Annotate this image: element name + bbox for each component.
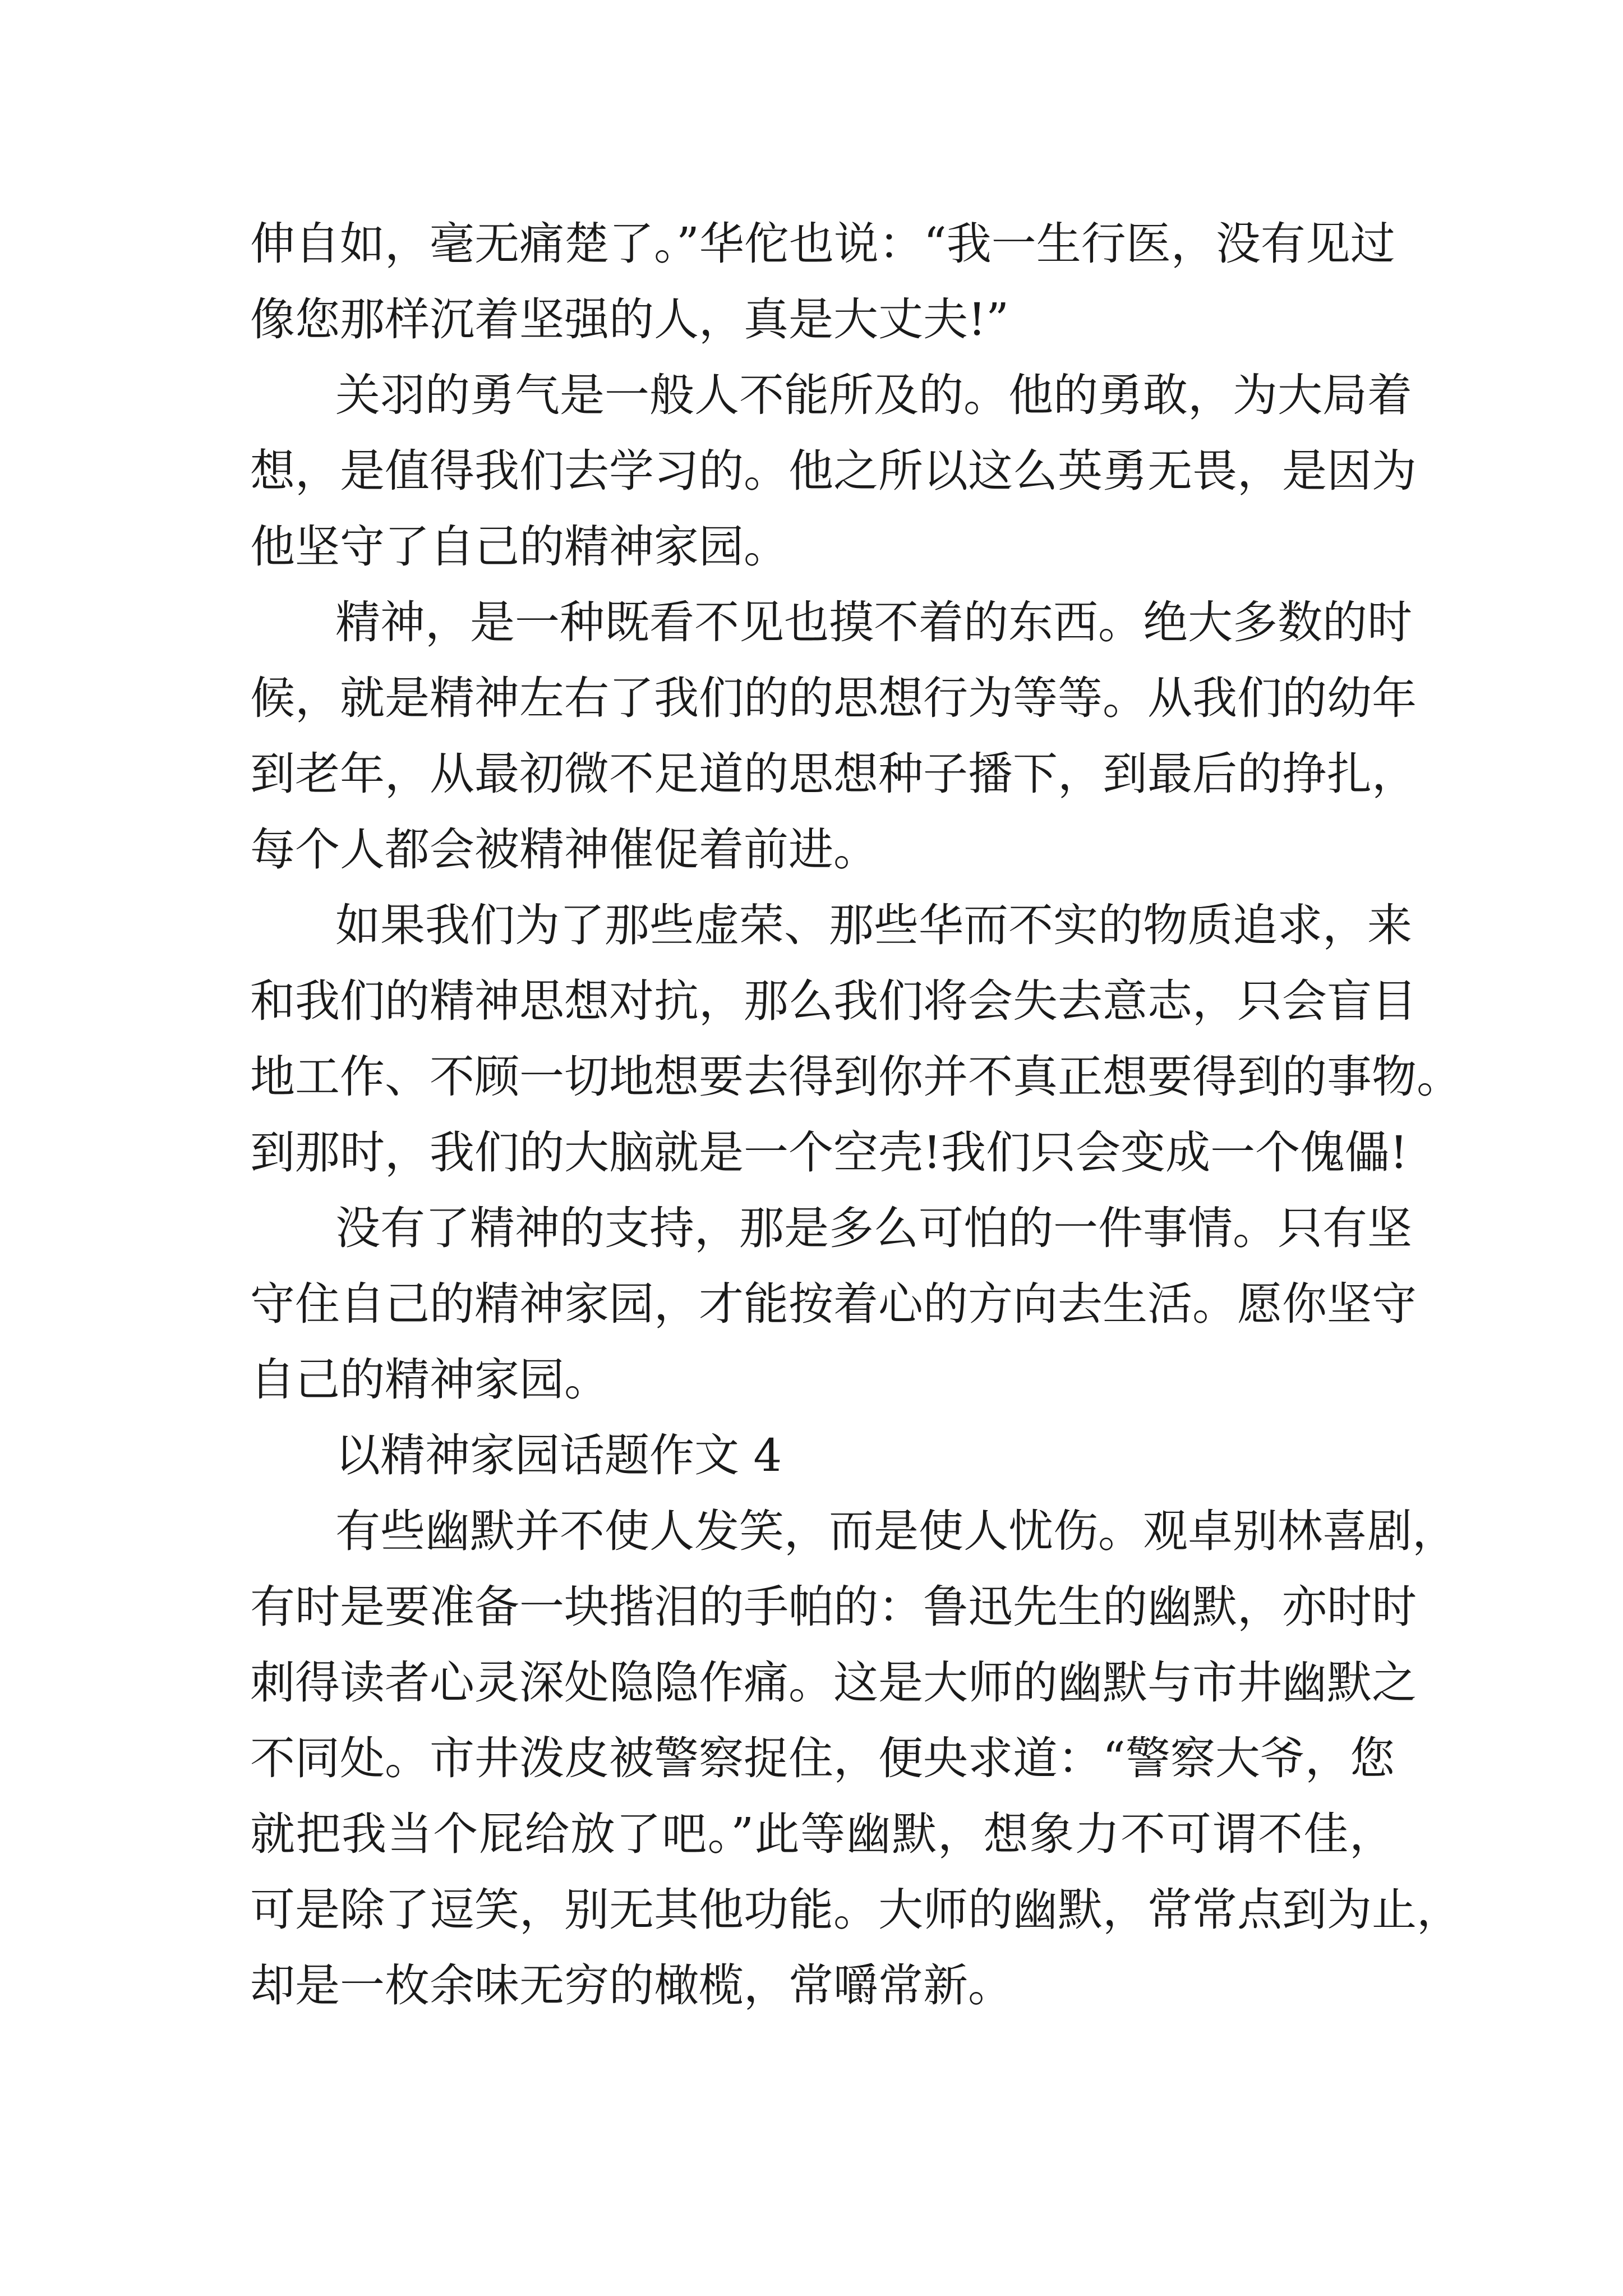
text-line: 刺得读者心灵深处隐隐作痛。这是大师的幽默与市井幽默之 — [250, 1657, 1417, 1709]
text-line: 可是除了逗笑，别无其他功能。大师的幽默，常常点到为止， — [250, 1884, 1461, 1936]
text-line: 到老年，从最初微不足道的思想种子播下，到最后的挣扎， — [250, 748, 1417, 800]
text-line: 像您那样沉着坚强的人，真是大丈夫!” — [250, 293, 1009, 346]
text-line: 伸自如，毫无痛楚了。”华佗也说：“我一生行医，没有见过 — [250, 218, 1395, 270]
text-line: 有时是要准备一块揩泪的手帕的：鲁迅先生的幽默，亦时时 — [250, 1581, 1417, 1633]
text-line: 候，就是精神左右了我们的的思想行为等等。从我们的幼年 — [250, 672, 1417, 724]
text-line: 到那时，我们的大脑就是一个空壳!我们只会变成一个傀儡! — [250, 1126, 1408, 1179]
text-line: 和我们的精神思想对抗，那么我们将会失去意志，只会盲目 — [250, 975, 1417, 1027]
text-line: 每个人都会被精神催促着前进。 — [250, 823, 878, 876]
text-line: 却是一枚余味无穷的橄榄，常嚼常新。 — [250, 1959, 1013, 2012]
text-line: 精神，是一种既看不见也摸不着的东西。绝大多数的时 — [335, 596, 1412, 648]
text-line: 如果我们为了那些虚荣、那些华而不实的物质追求，来 — [335, 899, 1412, 951]
text-line: 就把我当个屁给放了吧。”此等幽默，想象力不可谓不佳， — [250, 1808, 1394, 1860]
text-line: 不同处。市井泼皮被警察捉住，便央求道：“警察大爷，您 — [250, 1732, 1395, 1784]
text-line: 自己的精神家园。 — [250, 1354, 609, 1406]
text-line: 有些幽默并不使人发笑，而是使人忧伤。观卓别林喜剧， — [335, 1505, 1457, 1557]
text-line: 他坚守了自己的精神家园。 — [250, 521, 789, 573]
text-line: 关羽的勇气是一般人不能所及的。他的勇敢，为大局着 — [335, 369, 1412, 421]
section-heading: 以精神家园话题作文 4 — [335, 1429, 782, 1481]
text-line: 地工作、不顾一切地想要去得到你并不真正想要得到的事物。 — [250, 1051, 1461, 1103]
text-line: 守住自己的精神家园，才能按着心的方向去生活。愿你坚守 — [250, 1278, 1417, 1330]
text-line: 没有了精神的支持，那是多么可怕的一件事情。只有坚 — [335, 1202, 1412, 1254]
text-line: 想，是值得我们去学习的。他之所以这么英勇无畏，是因为 — [250, 445, 1417, 497]
